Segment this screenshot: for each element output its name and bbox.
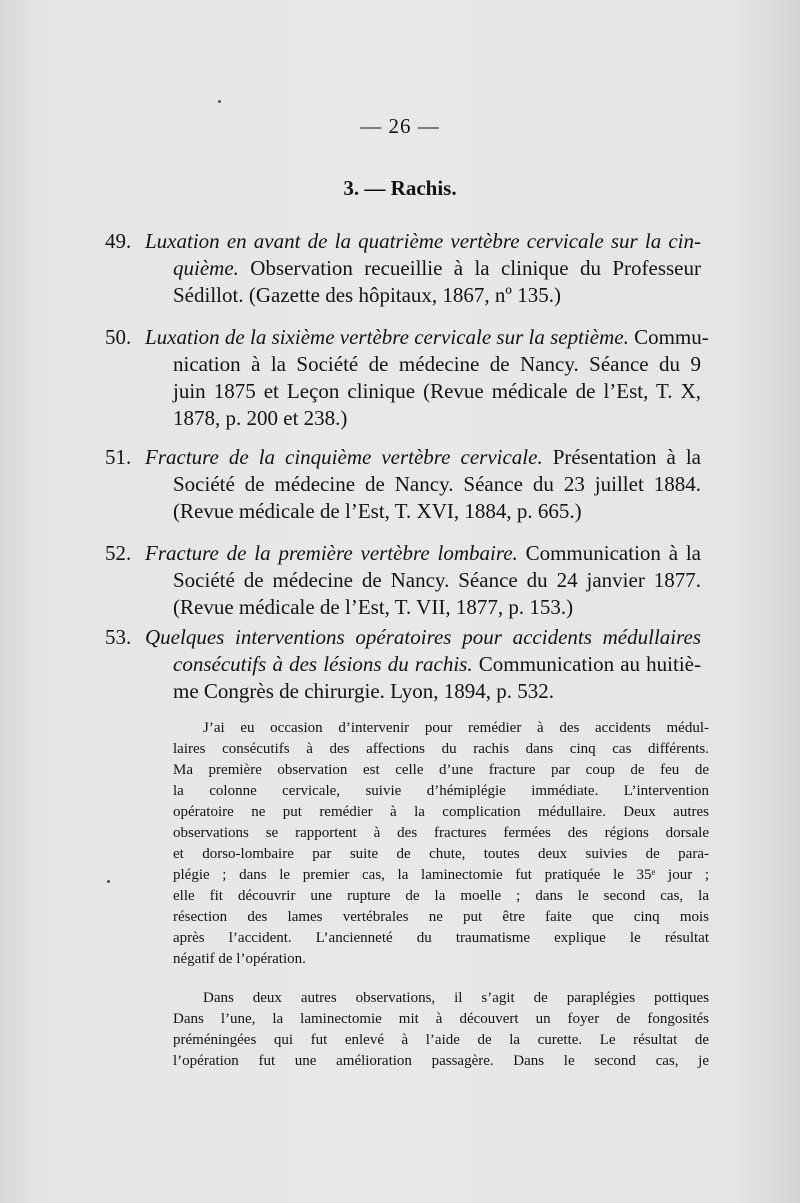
entry-line xyxy=(105,471,701,498)
entry-number: 53. xyxy=(105,625,132,649)
entry-line xyxy=(105,405,701,432)
entry-line xyxy=(105,255,701,282)
entry-line xyxy=(105,324,709,351)
bibliography-entry-50 xyxy=(105,324,709,432)
entry-line xyxy=(105,624,701,651)
paper-speck xyxy=(218,100,221,103)
entry-title: Luxation de la sixième vertèbre cervicale sur la septième. xyxy=(145,325,629,349)
bibliography-entry-52 xyxy=(105,540,701,621)
paragraph-line: Dans l’une, la laminectomie mit à découvert un foyer de fongosités xyxy=(173,1011,709,1027)
entry-text: (Revue médicale de l’Est, T. VII, 1877, p. 153.) xyxy=(173,595,574,619)
paragraph-line: laires consécutifs à des affections du rachis dans cinq cas différents. xyxy=(173,741,709,757)
entry-text: Société de médecine de Nancy. Séance du 23 juillet 1884. xyxy=(173,472,701,496)
bibliography-entry-51 xyxy=(105,444,701,525)
entry-number: 50. xyxy=(105,325,132,349)
entry-line xyxy=(105,567,701,594)
entry-line xyxy=(105,282,701,309)
entry-line xyxy=(105,351,701,378)
entry-line xyxy=(105,228,701,255)
entry-title: Quelques interventions opératoires pour accidents médullaires xyxy=(145,625,701,649)
paragraph-line: observations se rapportent à des fractures fermées des régions dorsale xyxy=(173,825,709,841)
bibliography-entry-49 xyxy=(105,228,701,309)
paragraph-line: l’opération fut une amélioration passagère. Dans le second cas, je xyxy=(173,1053,709,1069)
paragraph-line: plégie ; dans le premier cas, la laminectomie fut pratiquée le 35ᵉ jour ; xyxy=(173,867,709,883)
entry-line xyxy=(105,498,701,525)
entry-title: quième. xyxy=(173,256,239,280)
paragraph-line: J’ai eu occasion d’intervenir pour remédier à des accidents médul- xyxy=(203,720,709,736)
paragraph-line: et dorso-lombaire par suite de chute, toutes deux suivies de para- xyxy=(173,846,709,862)
entry-text: Communication au huitiè- xyxy=(472,652,701,676)
entry-line xyxy=(105,678,701,705)
entry-line xyxy=(105,594,701,621)
entry-title: consécutifs à des lésions du rachis. xyxy=(173,652,473,676)
paragraph-line: après l’accident. L’ancienneté du traumatisme explique le résultat xyxy=(173,930,709,946)
entry-number: 51. xyxy=(105,445,132,469)
entry-number: 52. xyxy=(105,541,132,565)
entry-text: Société de médecine de Nancy. Séance du 24 janvier 1877. xyxy=(173,568,701,592)
section-heading: 3. — Rachis. xyxy=(343,176,457,200)
entry-text: nication à la Société de médecine de Nancy. Séance du 9 xyxy=(173,352,701,376)
entry-text: Observation recueillie à la clinique du Professeur xyxy=(238,256,701,280)
entry-line xyxy=(105,444,701,471)
entry-line xyxy=(105,378,701,405)
entry-text: 1878, p. 200 et 238.) xyxy=(173,406,348,430)
paragraph-line: la colonne cervicale, suivie d’hémiplégie immédiate. L’intervention xyxy=(173,783,709,799)
entry-text: Commu- xyxy=(628,325,709,349)
entry-text: juin 1875 et Leçon clinique (Revue médicale de l’Est, T. X, xyxy=(173,379,701,403)
paper-speck xyxy=(107,880,110,883)
paragraph-line: résection des lames vertébrales ne put être faite que cinq mois xyxy=(173,909,709,925)
entry-title: Fracture de la cinquième vertèbre cervicale. xyxy=(145,445,543,469)
paragraph-line: opératoire ne put remédier à la complication médullaire. Deux autres xyxy=(173,804,709,820)
body-paragraph xyxy=(173,718,709,970)
entry-text: Communication à la xyxy=(517,541,701,565)
body-paragraph xyxy=(173,988,709,1072)
bibliography-entry-53 xyxy=(105,624,701,705)
entry-text: me Congrès de chirurgie. Lyon, 1894, p. 532. xyxy=(173,679,555,703)
entry-line xyxy=(105,540,701,567)
entry-text: Présentation à la xyxy=(542,445,701,469)
page-number: — 26 — xyxy=(360,114,440,138)
paragraph-line: négatif de l’opération. xyxy=(173,951,306,967)
entry-title: Luxation en avant de la quatrième vertèbre cervicale sur la cin- xyxy=(145,229,701,253)
paragraph-line: Ma première observation est celle d’une fracture par coup de feu de xyxy=(173,762,709,778)
entry-text: (Revue médicale de l’Est, T. XVI, 1884, p. 665.) xyxy=(173,499,582,523)
entry-text: Sédillot. (Gazette des hôpitaux, 1867, nº 135.) xyxy=(173,283,561,307)
paragraph-line: Dans deux autres observations, il s’agit de paraplégies pottiques xyxy=(203,990,709,1006)
entry-line xyxy=(105,651,701,678)
paragraph-line: elle fit découvrir une rupture de la moelle ; dans le second cas, la xyxy=(173,888,709,904)
entry-title: Fracture de la première vertèbre lombaire. xyxy=(145,541,518,565)
paragraph-line: préméningées qui fut enlevé à l’aide de la curette. Le résultat de xyxy=(173,1032,709,1048)
entry-number: 49. xyxy=(105,229,132,253)
